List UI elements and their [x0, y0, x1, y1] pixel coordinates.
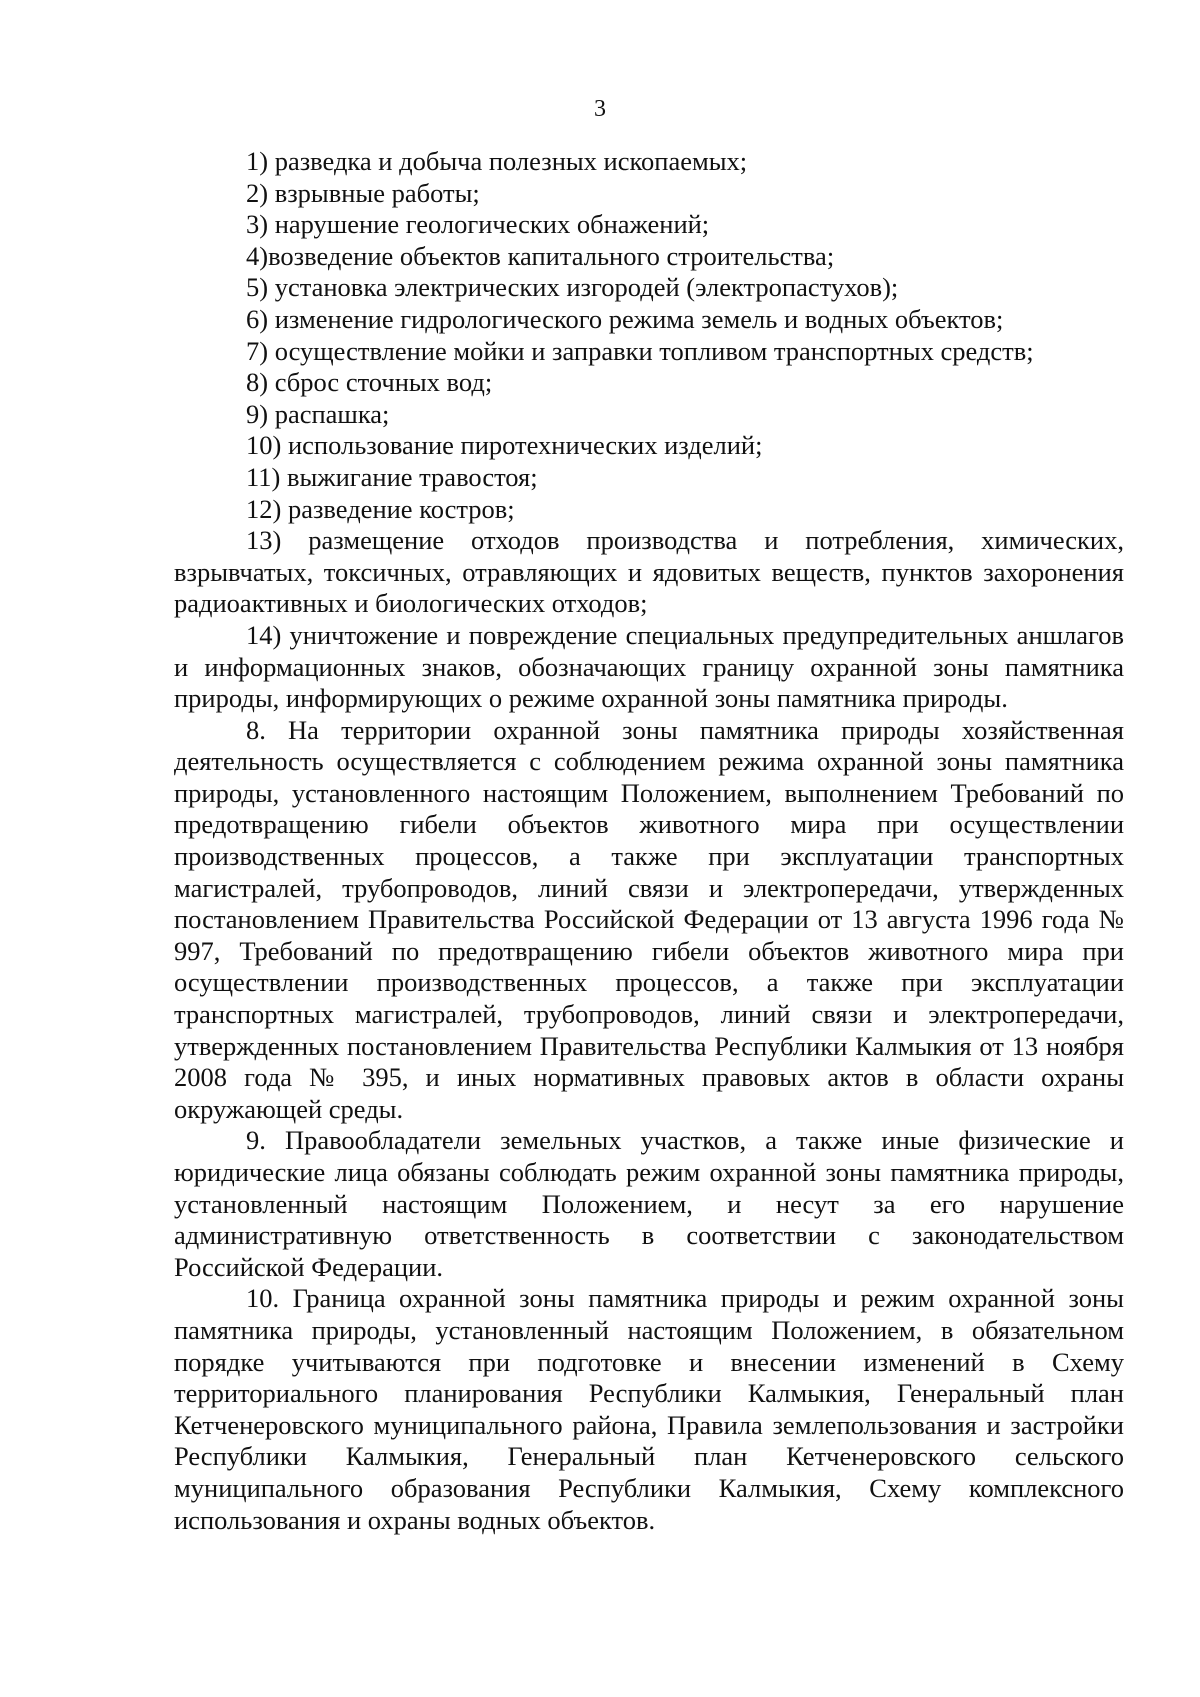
list-item: 12) разведение костров; [246, 493, 515, 524]
list-item: 10) использование пиротехнических изделий; [246, 430, 763, 461]
list-item: 6) изменение гидрологического режима земель и водных объектов; [246, 303, 1004, 334]
list-item: 5) установка электрических изгородей (электропастухов); [246, 272, 899, 303]
paragraph-clause-9: 9. Правообладатели земельных участков, а также иные физические и юридические лица обязаны соблюдать режим охранной зоны памятника природы, установленный настоящим Положением, и несут за его нарушение административную ответственность в соответствии с законодательством Российской Федерации. [174, 1125, 1124, 1282]
list-item: 11) выжигание травостоя; [246, 461, 538, 492]
list-item: 8) сброс сточных вод; [246, 367, 493, 398]
document-body [174, 146, 1124, 1536]
list-item: 9) распашка; [246, 398, 390, 429]
list-item: 1) разведка и добыча полезных ископаемых; [246, 146, 748, 176]
list-item: 2) взрывные работы; [246, 177, 480, 208]
paragraph-clause-10: 10. Граница охранной зоны памятника природы и режим охранной зоны памятника природы, установленный настоящим Положением, в обязательном порядке учитываются при подготовке и внесении изменений в Схему территориального планирования Республики Калмыкия, Генеральный план Кетченеровского муниципального района, Правила землепользования и застройки Республики Калмыкия, Генеральный план Кетченеровского сельского муниципального образования Республики Калмыкия, Схему комплексного использования и охраны водных объектов. [174, 1283, 1124, 1535]
paragraph-clause-8: 8. На территории охранной зоны памятника природы хозяйственная деятельность осуществляется с соблюдением режима охранной зоны памятника природы, установленного настоящим Положением, выполнением Требований по предотвращению гибели объектов животного мира при осуществлении производственных процессов, а также при эксплуатации транспортных магистралей, трубопроводов, линий связи и электропередачи, утвержденных постановлением Правительства Российской Федерации от 13 августа 1996 года № 997, Требований по предотвращению гибели объектов животного мира при осуществлении производственных процессов, а также при эксплуатации транспортных магистралей, трубопроводов, линий связи и электропередачи, утвержденных постановлением Правительства Республики Калмыкия от 13 ноября 2008 года № 395, и иных нормативных правовых актов в области охраны окружающей среды. [174, 714, 1124, 1124]
paragraph-item-14: 14) уничтожение и повреждение специальных предупредительных аншлагов и информационных знаков, обозначающих границу охранной зоны памятника природы, информирующих о режиме охранной зоны памятника природы. [174, 619, 1124, 714]
list-item: 3) нарушение геологических обнажений; [246, 209, 710, 240]
list-item: 7) осуществление мойки и заправки топливом транспортных средств; [246, 335, 1034, 366]
page-number: 3 [594, 96, 606, 122]
list-item: 4)возведение объектов капитального строительства; [246, 240, 835, 271]
paragraph-item-13: 13) размещение отходов производства и потребления, химических, взрывчатых, токсичных, отравляющих и ядовитых веществ, пунктов захоронения радиоактивных и биологических отходов; [174, 525, 1124, 619]
